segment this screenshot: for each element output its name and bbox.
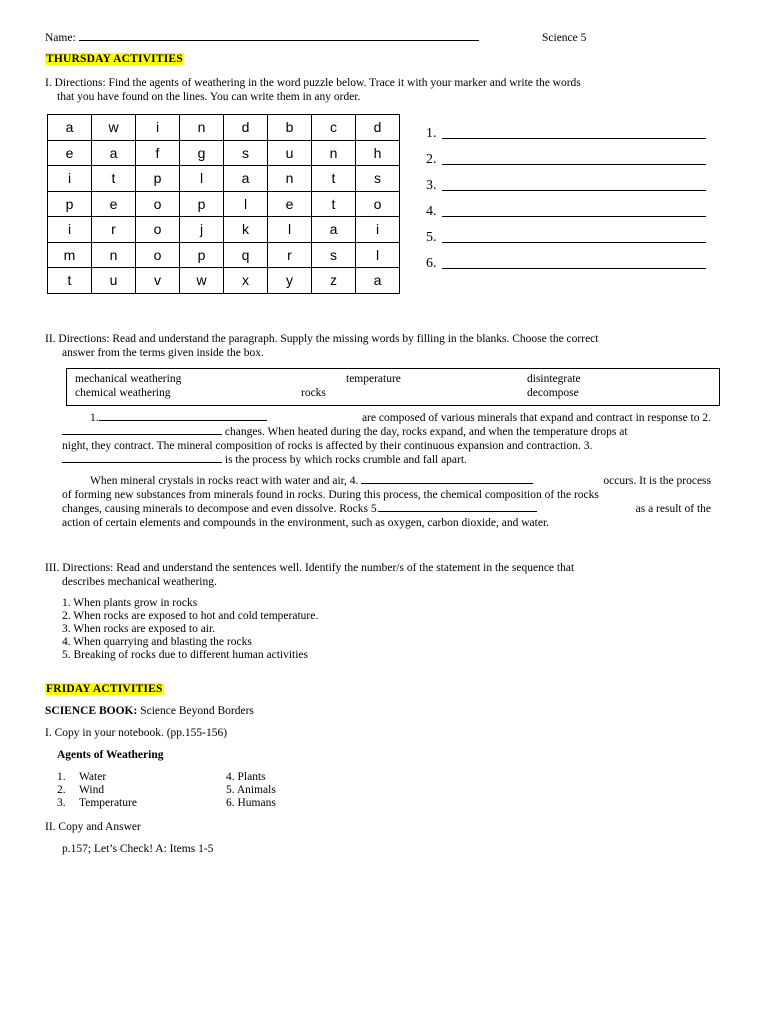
puzzle-cell[interactable]: q xyxy=(224,242,268,268)
puzzle-cell[interactable]: s xyxy=(224,140,268,166)
puzzle-cell[interactable]: i xyxy=(48,217,92,243)
puzzle-row xyxy=(48,166,400,192)
friday-part1: I. Copy in your notebook. (pp.155-156) xyxy=(45,727,228,739)
statement-item: 2. When rocks are exposed to hot and cold temperature. xyxy=(62,610,319,622)
puzzle-cell[interactable]: a xyxy=(312,217,356,243)
puzzle-row xyxy=(48,140,400,166)
answer-blank[interactable] xyxy=(442,190,706,191)
terms-box xyxy=(66,368,720,406)
puzzle-cell[interactable]: l xyxy=(224,191,268,217)
blank-3[interactable] xyxy=(62,462,222,463)
puzzle-cell[interactable]: b xyxy=(268,115,312,141)
puzzle-row xyxy=(48,242,400,268)
puzzle-cell[interactable]: w xyxy=(92,115,136,141)
blank-4[interactable] xyxy=(361,483,533,484)
puzzle-row xyxy=(48,217,400,243)
blank-5[interactable] xyxy=(379,511,537,512)
science-book: SCIENCE BOOK: Science Beyond Borders xyxy=(45,705,254,717)
answer-lines xyxy=(426,116,706,272)
puzzle-cell[interactable]: x xyxy=(224,268,268,294)
friday-title: FRIDAY ACTIVITIES xyxy=(46,683,163,695)
agent-item: 5. Animals xyxy=(226,784,276,796)
answer-line xyxy=(426,116,706,142)
agent-number: 2. xyxy=(57,784,66,796)
puzzle-row xyxy=(48,268,400,294)
puzzle-cell[interactable]: v xyxy=(136,268,180,294)
answer-number: 5. xyxy=(426,230,437,245)
answer-line xyxy=(426,168,706,194)
agent-number: 1. xyxy=(57,771,66,783)
term-chemical-weathering: chemical weathering xyxy=(75,387,171,399)
answer-line xyxy=(426,142,706,168)
puzzle-cell[interactable]: l xyxy=(268,217,312,243)
puzzle-cell[interactable]: r xyxy=(92,217,136,243)
puzzle-cell[interactable]: e xyxy=(48,140,92,166)
puzzle-cell[interactable]: n xyxy=(92,242,136,268)
agent-item xyxy=(57,784,137,797)
puzzle-cell[interactable]: e xyxy=(92,191,136,217)
blank-2[interactable] xyxy=(62,434,222,435)
agent-item xyxy=(57,771,137,784)
answer-line xyxy=(426,246,706,272)
answer-number: 2. xyxy=(426,152,437,167)
part3-statements xyxy=(62,597,318,662)
agent-item xyxy=(57,797,137,810)
puzzle-cell[interactable]: t xyxy=(312,166,356,192)
puzzle-cell[interactable]: a xyxy=(92,140,136,166)
answer-line xyxy=(426,220,706,246)
word-puzzle xyxy=(47,114,400,294)
term-disintegrate: disintegrate xyxy=(527,373,581,385)
puzzle-cell[interactable]: g xyxy=(180,140,224,166)
subject-label: Science 5 xyxy=(542,32,587,44)
puzzle-cell[interactable]: d xyxy=(356,115,400,141)
answer-blank[interactable] xyxy=(442,216,706,217)
puzzle-cell[interactable]: a xyxy=(356,268,400,294)
puzzle-cell[interactable]: i xyxy=(136,115,180,141)
puzzle-cell[interactable]: c xyxy=(312,115,356,141)
puzzle-cell[interactable]: l xyxy=(180,166,224,192)
puzzle-cell[interactable]: a xyxy=(224,166,268,192)
agents-right-list xyxy=(226,771,276,810)
puzzle-cell[interactable]: a xyxy=(48,115,92,141)
answer-line xyxy=(426,194,706,220)
statement-item: 4. When quarrying and blasting the rocks xyxy=(62,636,252,648)
puzzle-cell[interactable]: m xyxy=(48,242,92,268)
puzzle-cell[interactable]: e xyxy=(268,191,312,217)
puzzle-row xyxy=(48,191,400,217)
puzzle-cell[interactable]: t xyxy=(48,268,92,294)
statement-item: 5. Breaking of rocks due to different human activities xyxy=(62,649,309,661)
puzzle-cell[interactable]: o xyxy=(136,217,180,243)
puzzle-cell[interactable]: z xyxy=(312,268,356,294)
thursday-title: THURSDAY ACTIVITIES xyxy=(46,53,183,65)
puzzle-cell[interactable]: s xyxy=(312,242,356,268)
puzzle-cell[interactable]: p xyxy=(136,166,180,192)
puzzle-cell[interactable]: k xyxy=(224,217,268,243)
term-rocks: rocks xyxy=(301,387,326,399)
puzzle-cell[interactable]: w xyxy=(180,268,224,294)
agents-left-list xyxy=(57,771,137,810)
puzzle-cell[interactable]: i xyxy=(356,217,400,243)
answer-number: 3. xyxy=(426,178,437,193)
agent-item: 4. Plants xyxy=(226,771,266,783)
puzzle-cell[interactable]: y xyxy=(268,268,312,294)
puzzle-cell[interactable]: o xyxy=(356,191,400,217)
part3-directions: III. Directions: Read and understand the sentences well. Identify the number/s of the statement in the sequence that describes mechanical weathering. xyxy=(45,562,575,588)
statement-item: 1. When plants grow in rocks xyxy=(62,597,198,609)
puzzle-cell[interactable]: p xyxy=(180,191,224,217)
name-label: Name: xyxy=(45,32,479,44)
puzzle-cell[interactable]: d xyxy=(224,115,268,141)
puzzle-cell[interactable]: i xyxy=(48,166,92,192)
term-temperature: temperature xyxy=(346,373,401,385)
answer-number: 1. xyxy=(426,126,437,141)
puzzle-cell[interactable]: p xyxy=(48,191,92,217)
puzzle-cell[interactable]: o xyxy=(136,191,180,217)
answer-blank[interactable] xyxy=(442,268,706,269)
blank-1[interactable] xyxy=(99,420,267,421)
answer-blank[interactable] xyxy=(442,164,706,165)
term-mechanical-weathering: mechanical weathering xyxy=(75,373,182,385)
friday-part2-task: p.157; Let’s Check! A: Items 1-5 xyxy=(62,843,214,855)
answer-number: 4. xyxy=(426,204,437,219)
statement-item: 3. When rocks are exposed to air. xyxy=(62,623,216,635)
puzzle-cell[interactable]: t xyxy=(92,166,136,192)
puzzle-cell[interactable]: u xyxy=(92,268,136,294)
agent-text: Wind xyxy=(79,784,105,796)
puzzle-cell[interactable]: t xyxy=(312,191,356,217)
agents-title: Agents of Weathering xyxy=(57,749,164,761)
friday-part2: II. Copy and Answer xyxy=(45,821,141,833)
puzzle-cell[interactable]: f xyxy=(136,140,180,166)
puzzle-cell[interactable]: s xyxy=(356,166,400,192)
puzzle-cell[interactable]: o xyxy=(136,242,180,268)
puzzle-cell[interactable]: j xyxy=(180,217,224,243)
answer-blank[interactable] xyxy=(442,138,706,139)
part2-directions: II. Directions: Read and understand the paragraph. Supply the missing words by filling in the blanks. Choose the correct answer from the terms given inside the box. xyxy=(45,333,599,359)
puzzle-cell[interactable]: n xyxy=(180,115,224,141)
part1-directions: I. Directions: Find the agents of weathering in the word puzzle below. Trace it with your marker and write the words that you have found on the lines. You can write them in any order. xyxy=(45,77,581,103)
puzzle-cell[interactable]: p xyxy=(180,242,224,268)
puzzle-cell[interactable]: h xyxy=(356,140,400,166)
agent-number: 3. xyxy=(57,797,66,809)
puzzle-cell[interactable]: r xyxy=(268,242,312,268)
paragraph-1: 1. are composed of various minerals that expand and contract in response to 2. changes. When heated during the day, rocks expand, and when the temperature drops at night, they contract. The mineral composition of rocks is affected by their continuous expansion and contraction. 3. is the process by which rocks crumble and fall apart. xyxy=(62,412,711,466)
term-decompose: decompose xyxy=(527,387,579,399)
puzzle-row xyxy=(48,115,400,141)
agent-text: Water xyxy=(79,771,107,783)
agent-text: Temperature xyxy=(79,797,137,809)
puzzle-cell[interactable]: n xyxy=(268,166,312,192)
name-blank[interactable] xyxy=(79,40,479,41)
agent-item: 6. Humans xyxy=(226,797,276,809)
answer-number: 6. xyxy=(426,256,437,271)
puzzle-cell[interactable]: u xyxy=(268,140,312,166)
answer-blank[interactable] xyxy=(442,242,706,243)
paragraph-2: When mineral crystals in rocks react with water and air, 4. occurs. It is the process of forming new substances from minerals found in rocks. During this process, the chemical composition of the rocks changes, causing minerals to decompose and even dissolve. Rocks 5. as a result of the action of certain elements and compounds in the environment, such as oxygen, carbon dioxide, and water. xyxy=(62,475,711,529)
puzzle-cell[interactable]: n xyxy=(312,140,356,166)
puzzle-cell[interactable]: l xyxy=(356,242,400,268)
